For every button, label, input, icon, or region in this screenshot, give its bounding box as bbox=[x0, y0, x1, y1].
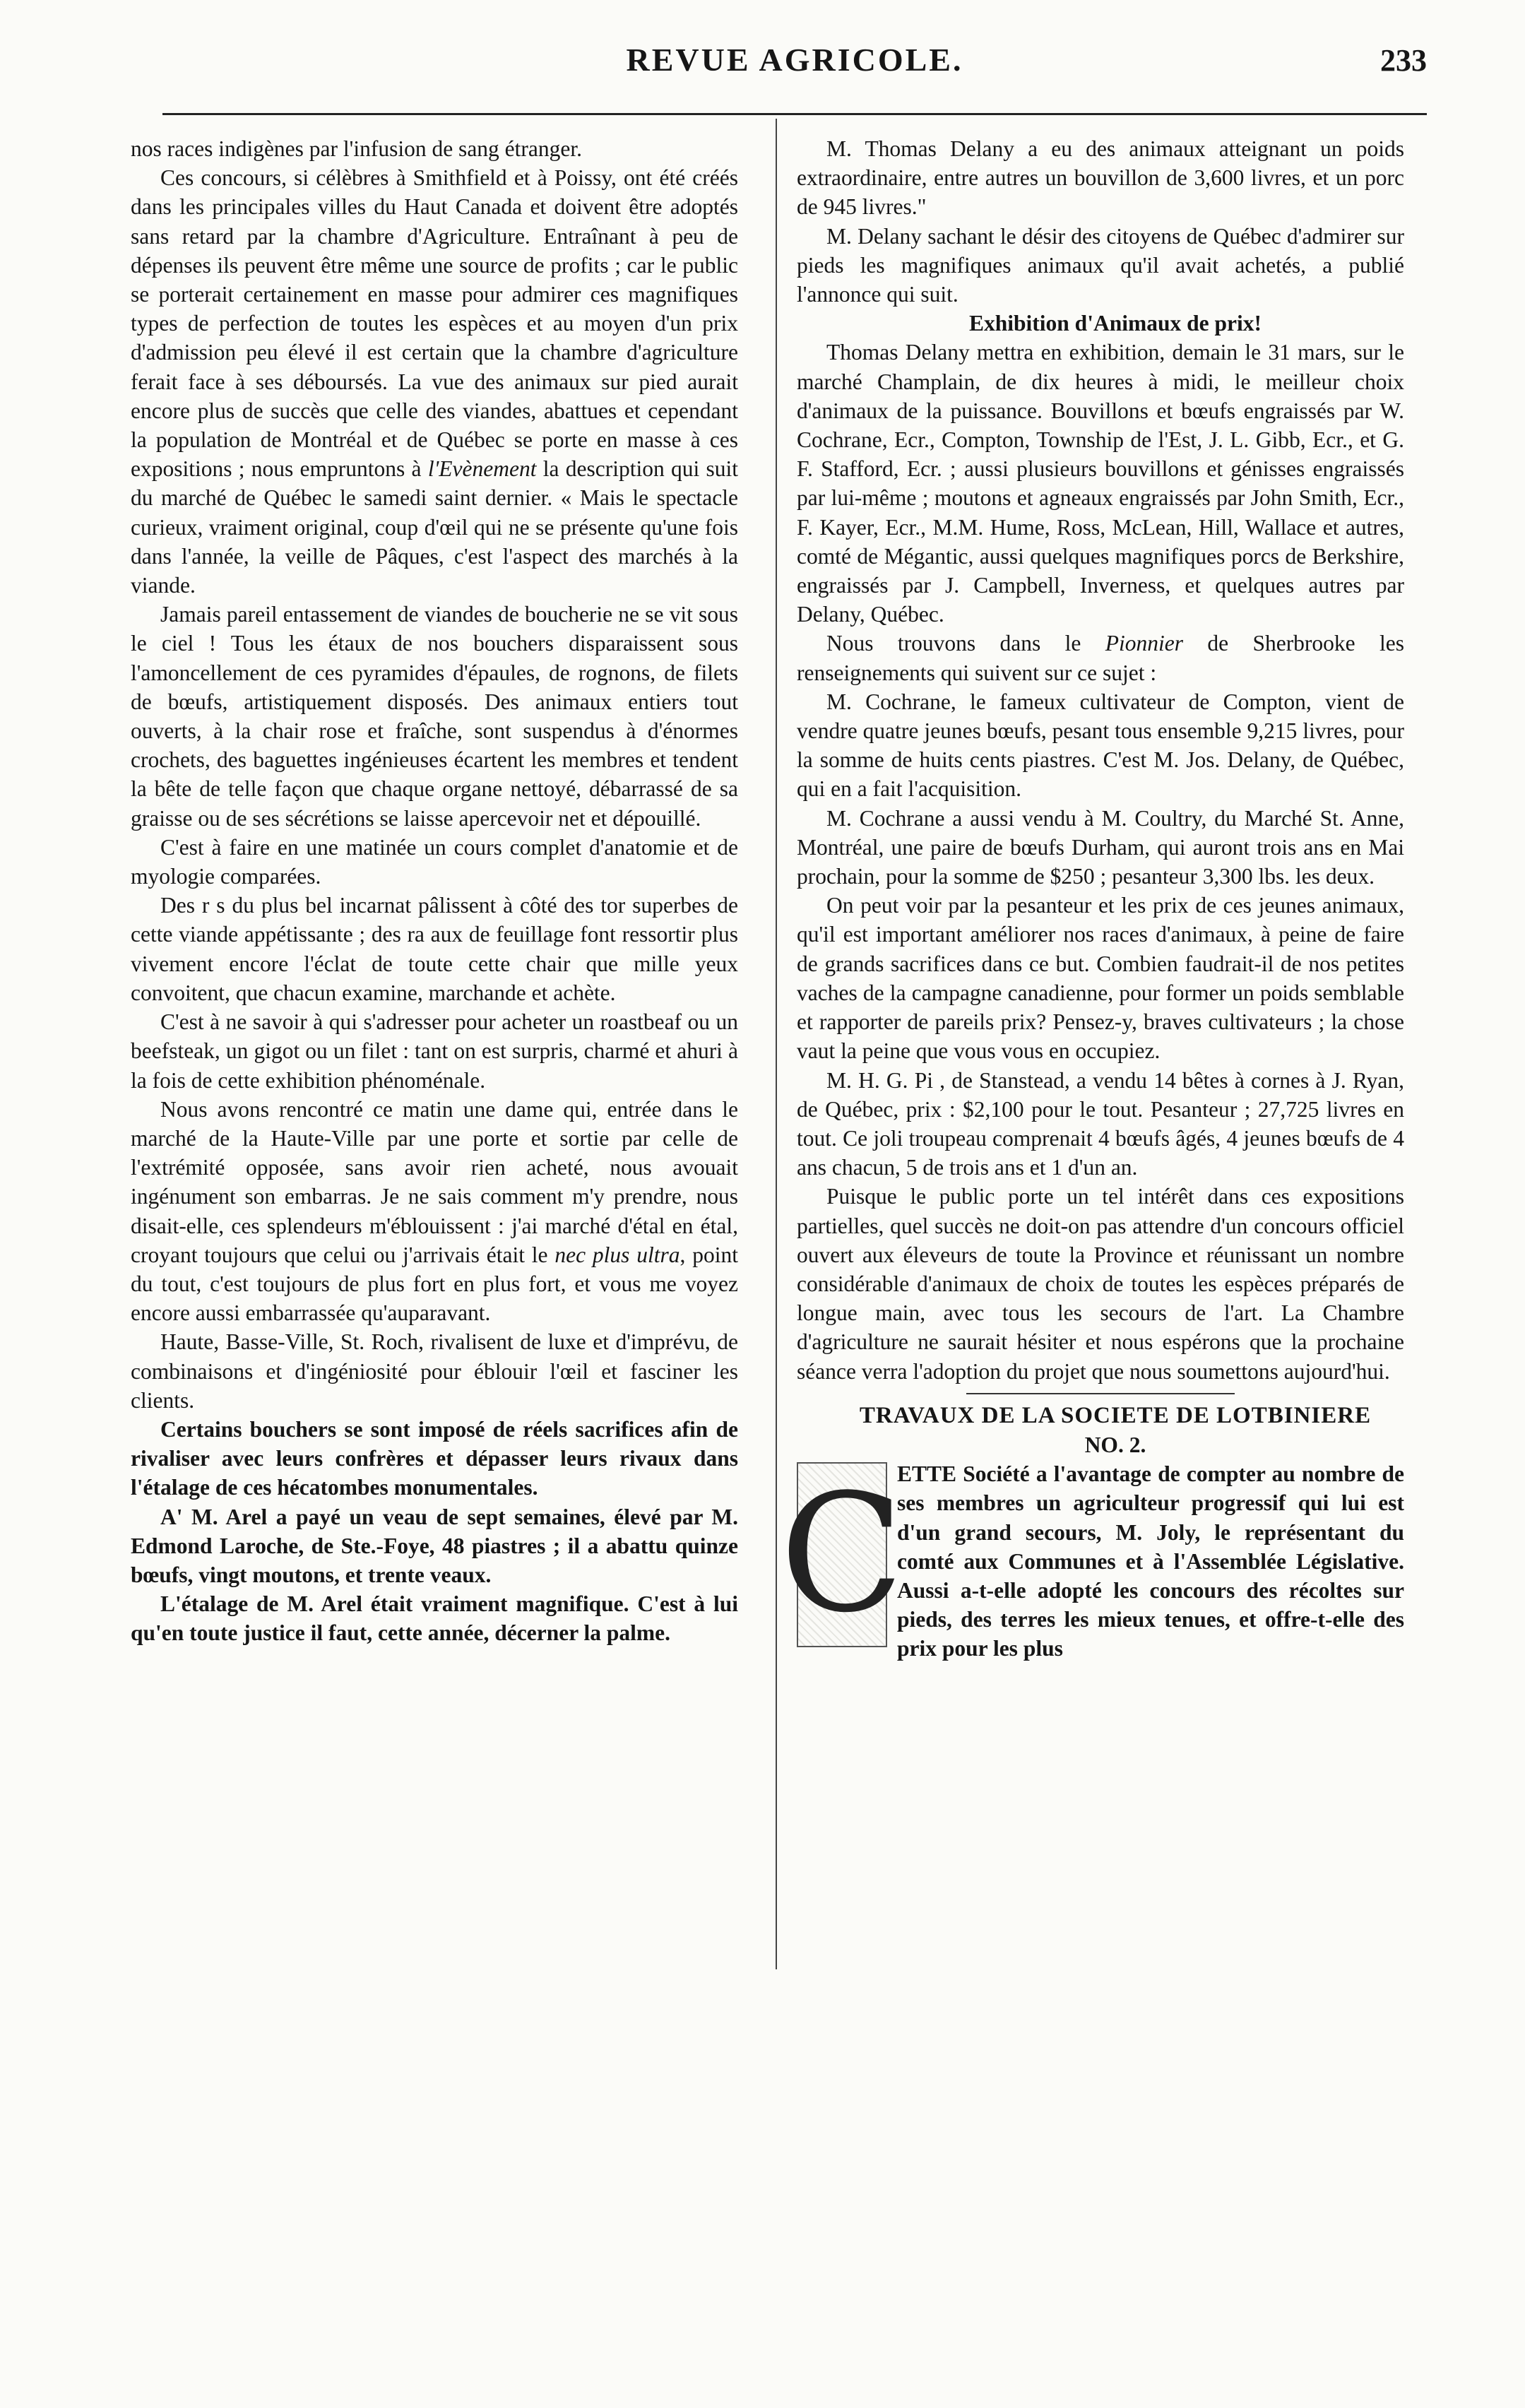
running-title: REVUE AGRICOLE. bbox=[626, 42, 963, 78]
paragraph: Thomas Delany mettra en exhibition, demain le 31 mars, sur le marché Champlain, de dix heures à midi, le meilleur choix d'animaux de la puissance. Bouvillons et bœufs engraissés par W. Cochrane, Ecr., Compton, Township de l'Est, J. L. Gibb, Ecr., et G. F. Stafford, Ecr. ; aussi plusieurs bouvillons et génisses engraissés par lui-même ; moutons et agneaux engraissés par John Smith, Ecr., F. Kayer, Ecr., M.M. Hume, Ross, McLean, Hill, Wallace et autres, comté de Mégantic, aussi quelques magnifiques porcs de Berkshire, engraissés par J. Campbell, Inverness, et quelques autres par Delany, Québec. bbox=[797, 340, 1404, 627]
right-column bbox=[780, 134, 1405, 1663]
paragraph: Puisque le public porte un tel intérêt dans ces expositions partielles, quel succès ne doit-on pas attendre d'un concours officiel ouvert aux éleveurs de toute la Province et réunissant un nombre considérable d'animaux de choix de toutes les espèces préparés de longue main, avec tous les secours de l'art. La Chambre d'agriculture ne saurait hésiter et nous espérons que la prochaine séance verra l'adoption du projet que nous soumettons aujourd'hui. bbox=[797, 1184, 1404, 1384]
paragraph: Ces concours, si célèbres à Smithfield et à Poissy, ont été créés dans les principales villes du Haut Canada et doivent être adoptés sans retard par la chambre d'Agriculture. Entraînant à peu de dépenses ils peuvent être même une source de profits ; car le public se porterait certainement en masse pour admirer ces magnifiques types de perfection de toutes les espèces et au moyen d'un prix d'admission peu élevé il est certain que la chambre d'agriculture ferait face à ses déboursés. La vue des animaux sur pied aurait encore plus de succès que celle des viandes, abattues et cependant la population de Montréal et de Québec se porte en masse à ces expositions ; nous empruntons à l'Evènement la description qui suit du marché de Québec le samedi saint dernier. « Mais le spectacle curieux, vraiment original, coup d'œil qui ne se présente qu'une fois dans l'année, la veille de Pâques, c'est l'aspect des marchés à la viande. bbox=[131, 165, 738, 598]
paragraph: M. Thomas Delany a eu des animaux atteignant un poids extraordinaire, entre autres un bouvillon de 3,600 livres, et un porc de 945 livres." bbox=[797, 136, 1404, 220]
header-rule bbox=[162, 113, 1427, 115]
paragraph: Haute, Basse-Ville, St. Roch, rivalisent de luxe et d'imprévu, de combinaisons et d'ingéniosité pour éblouir l'œil et fasciner les clients. bbox=[131, 1329, 738, 1413]
paragraph: M. Delany sachant le désir des citoyens de Québec d'admirer sur pieds les magnifiques animaux qu'il avait achetés, a publié l'annonce qui suit. bbox=[797, 223, 1404, 307]
section-number: NO. 2. bbox=[1084, 1432, 1146, 1457]
paragraph: A' M. Arel a payé un veau de sept semaines, élevé par M. Edmond Laroche, de Ste.-Foye, 48 piastres ; il a abattu quinze bœufs, vingt moutons, et trente veaux. bbox=[131, 1504, 738, 1587]
paragraph: M. Cochrane, le fameux cultivateur de Compton, vient de vendre quatre jeunes bœufs, pesant tous ensemble 9,215 livres, pour la somme de huits cents piastres. C'est M. Jos. Delany, de Québec, qui en a fait l'acquisition. bbox=[797, 689, 1404, 802]
announcement-heading: Exhibition d'Animaux de prix! bbox=[969, 311, 1262, 336]
latin-phrase: nec plus ultra bbox=[554, 1242, 680, 1267]
paragraph: Jamais pareil entassement de viandes de boucherie ne se vit sous le ciel ! Tous les étaux de nos bouchers disparaissent sous l'amoncellement de ces pyramides d'épaules, de rognons, de filets de bœufs, artistiquement disposés. Des animaux entiers tout ouverts, à la chair rose et fraîche, sont suspendus à d'énormes crochets, des baguettes ingénieuses écartent les membres et tendent la bête de telle façon que chaque organe nettoyé, débarrassé de sa graisse ou de ses sécrétions se laisse apercevoir net et dépouillé. bbox=[131, 602, 738, 831]
paragraph: nos races indigènes par l'infusion de sang étranger. bbox=[131, 136, 582, 161]
paragraph: C'est à faire en une matinée un cours complet d'anatomie et de myologie comparées. bbox=[131, 834, 738, 889]
paragraph: On peut voir par la pesanteur et les prix de ces jeunes animaux, qu'il est important améliorer nos races d'animaux, à peine de faire de grands sacrifices dans ce but. Combien faudrait-il de nos petites vaches de la campagne canadienne, pour former un poids semblable et rapporter de pareils prix? Pensez-y, braves cultivateurs ; la chose vaut la peine que vous vous en occupiez. bbox=[797, 893, 1404, 1064]
newspaper-name: Pionnier bbox=[1105, 631, 1183, 656]
column-divider bbox=[776, 119, 777, 1969]
page-header bbox=[162, 41, 1427, 90]
paragraph: L'étalage de M. Arel était vraiment magnifique. C'est à lui qu'en toute justice il faut, cette année, décerner la palme. bbox=[131, 1591, 738, 1646]
paragraph: M. H. G. Pi , de Stanstead, a vendu 14 bêtes à cornes à J. Ryan, de Québec, prix : $2,100 pour le tout. Pesanteur ; 27,725 livres en tout. Ce joli troupeau comprenait 4 bœufs âgés, 4 jeunes bœufs de 4 ans chacun, 5 de trois ans et 1 d'un an. bbox=[797, 1067, 1404, 1180]
paragraph: Nous avons rencontré ce matin une dame qui, entrée dans le marché de la Haute-Ville par une porte et sortie par celle de l'extrémité opposée, sans avoir rien acheté, nous avouait ingénument son embarras. Je ne sais comment m'y prendre, nous disait-elle, ces splendeurs m'éblouissent : j'ai marché d'étal en étal, croyant toujours que celui ou j'arrivais était le nec plus ultra, point du tout, c'est toujours de plus fort en plus fort, et vous me voyez encore aussi embarrassée qu'auparavant. bbox=[131, 1096, 739, 1326]
section-rule bbox=[966, 1393, 1235, 1394]
left-column bbox=[131, 134, 738, 1648]
paragraph: ETTE Société a l'avantage de compter au nombre de ses membres un agriculteur progressif qui lui est d'un grand secours, M. Joly, le représentant du comté aux Communes et à l'Assemblée Législative. Aussi a-t-elle adopté les concours des récoltes sur pieds, des terres les mieux tenues, et offre-t-elle des prix pour les plus bbox=[897, 1461, 1404, 1661]
ornamental-dropcap: C bbox=[780, 1460, 904, 1649]
page-number: 233 bbox=[1380, 43, 1427, 78]
paragraph: Nous trouvons dans le Pionnier de Sherbrooke les renseignements qui suivent sur ce sujet : bbox=[797, 631, 1405, 685]
paragraph: Certains bouchers se sont imposé de réels sacrifices afin de rivaliser avec leurs confrères et dépasser leurs rivaux dans l'étalage de ces hécatombes monumentales. bbox=[131, 1416, 738, 1500]
paragraph: Des r s du plus bel incarnat pâlissent à côté des tor superbes de cette viande appétissante ; des ra aux de feuillage font ressortir plus vivement encore l'éclat de toute cette chair que mille yeux convoitent, que chacun examine, marchande et achète. bbox=[131, 893, 738, 1005]
section-body bbox=[780, 1459, 1404, 1663]
paragraph: M. Cochrane a aussi vendu à M. Coultry, du Marché St. Anne, Montréal, une paire de bœufs Durham, qui auront trois ans en Mai prochain, pour la somme de $250 ; pesanteur 3,300 lbs. les deux. bbox=[797, 805, 1404, 889]
paragraph: C'est à ne savoir à qui s'adresser pour acheter un roastbeaf ou un beefsteak, un gigot ou un filet : tant on est surpris, charmé et ahuri à la fois de cette exhibition phénoménale. bbox=[131, 1009, 738, 1093]
section-title: TRAVAUX DE LA SOCIETE DE LOTBINIERE bbox=[859, 1402, 1372, 1428]
newspaper-name: l'Evènement bbox=[427, 456, 537, 482]
